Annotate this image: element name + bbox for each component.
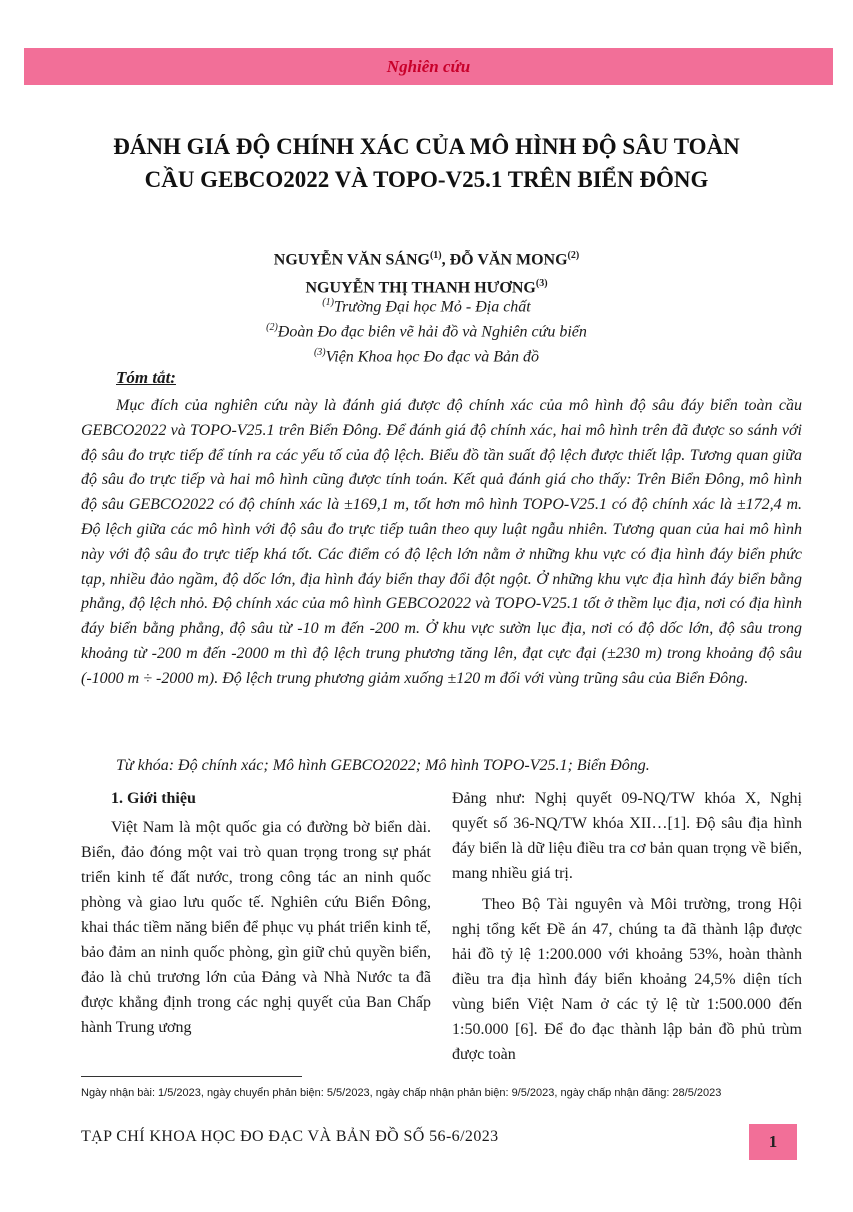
affiliation xyxy=(40,317,813,343)
affiliation-text: Đoàn Đo đạc biên vẽ hải đồ và Nghiên cứu biển xyxy=(277,323,587,341)
journal-footer: TẠP CHÍ KHOA HỌC ĐO ĐẠC VÀ BẢN ĐỒ SỐ 56-6/2023 xyxy=(81,1128,499,1145)
affiliation-mark: (3) xyxy=(313,347,326,358)
author-line-1 xyxy=(40,244,813,272)
body-paragraph: Đảng như: Nghị quyết 09-NQ/TW khóa X, Nghị quyết số 36-NQ/TW khóa XII…[1]. Độ sâu địa hình đáy biển là dữ liệu điều tra cơ bản quan trọng về biển, mang nhiều giá trị. xyxy=(452,790,802,882)
footnote-divider xyxy=(81,1076,302,1077)
keywords: Từ khóa: Độ chính xác; Mô hình GEBCO2022; Mô hình TOPO-V25.1; Biển Đông. xyxy=(116,757,650,774)
article-title xyxy=(40,130,813,196)
body-paragraph: Theo Bộ Tài nguyên và Môi trường, trong Hội nghị tổng kết Đề án 47, chúng ta đã thành lập được hải đồ tỷ lệ 1:200.000 với khoảng 53%, hoàn thành điều tra địa hình đáy biển khoảng 24,5% diện tích vùng biển Việt Nam ở các tỷ lệ từ 1:500.000 đến 1:50.000 [6]. Để đo đạc thành lập bản đồ phủ trùm được toàn xyxy=(452,896,802,1063)
author-mark: (1) xyxy=(429,250,442,261)
author-separator: , xyxy=(441,251,450,269)
section-title: 1. Giới thiệu xyxy=(111,790,196,807)
author-name: ĐỖ VĂN MONG xyxy=(449,251,568,269)
title-line-1: ĐÁNH GIÁ ĐỘ CHÍNH XÁC CỦA MÔ HÌNH ĐỘ SÂU TOÀN xyxy=(113,134,740,159)
author-name: NGUYỄN VĂN SÁNG xyxy=(273,251,430,269)
page-number: 1 xyxy=(768,1132,778,1151)
affiliation-text: Viện Khoa học Đo đạc và Bản đồ xyxy=(325,348,540,366)
page-number-box xyxy=(749,1124,797,1160)
author-mark: (2) xyxy=(567,250,580,261)
section-banner xyxy=(24,48,833,85)
author-name: NGUYỄN THỊ THANH HƯƠNG xyxy=(305,279,536,297)
left-column xyxy=(81,786,431,1040)
author-mark: (3) xyxy=(535,278,548,290)
section-label: Nghiên cứu xyxy=(386,56,471,76)
right-column xyxy=(452,786,802,1067)
affiliation xyxy=(40,292,813,318)
affiliation-text: Trường Đại học Mỏ - Địa chất xyxy=(333,298,531,316)
footnote: Ngày nhận bài: 1/5/2023, ngày chuyển phản biện: 5/5/2023, ngày chấp nhận phản biện: 9/5/2023, ngày chấp nhận đăng: 28/5/2023 xyxy=(81,1087,722,1099)
affiliation-mark: (1) xyxy=(322,297,334,308)
abstract-text: Mục đích của nghiên cứu này là đánh giá được độ chính xác của mô hình độ sâu đáy biển toàn cầu GEBCO2022 và TOPO-V25.1 trên Biển Đông. Để đánh giá độ chính xác, hai mô hình trên đã được so sánh với độ sâu đo trực tiếp để tính ra các yếu tố của độ lệch. Biểu đồ tần suất độ lệch được thiết lập. Tương quan giữa độ sâu đo trực tiếp và hai mô hình cũng được tính toán. Kết quả đánh giá cho thấy: Trên Biển Đông, mô hình độ sâu GEBCO2022 có độ chính xác là ±169,1 m, tốt hơn mô hình TOPO-V25.1 có độ chính xác là ±172,4 m. Độ lệch giữa các mô hình với độ sâu đo trực tiếp tuân theo quy luật ngẫu nhiên. Tương quan của hai mô hình này với độ sâu đo trực tiếp khá tốt. Các điểm có độ lệch lớn nằm ở những khu vực có địa hình đáy biển phức tạp, nhiều đảo ngầm, độ dốc lớn, địa hình đáy biển thay đổi đột ngột. Ở những khu vực địa hình đáy biển bằng phẳng, độ lệch nhỏ. Độ chính xác của mô hình GEBCO2022 và TOPO-V25.1 tốt ở thềm lục địa, nơi có địa hình đáy biển bằng phẳng, độ sâu từ -10 m đến -200 m. Ở khu vực sườn lục địa, nơi có độ dốc lớn, độ sâu trong khoảng từ -200 m đến -2000 m thì độ lệch trung phương tăng lên, đạt cực đại (±230 m) trong khoảng độ sâu (-1000 m ÷ -2000 m). Độ lệch trung phương giảm xuống ±120 m đối với vùng trũng sâu của Biển Đông. xyxy=(81,397,802,687)
abstract-heading: Tóm tắt: xyxy=(116,368,176,387)
affiliation xyxy=(40,342,813,368)
body-paragraph: Việt Nam là một quốc gia có đường bờ biển dài. Biển, đảo đóng một vai trò quan trọng trong sự phát triển kinh tế đất nước, trong công tác an ninh quốc phòng và giao lưu quốc tế. Nghiên cứu Biển Đông, khai thác tiềm năng biển để phục vụ phát triển kinh tế, bảo đảm an ninh quốc phòng, gìn giữ chủ quyền biển, đảo là chủ trương lớn của Đảng và Nhà Nước ta đã được khẳng định trong các nghị quyết của Ban Chấp hành Trung ương xyxy=(81,819,431,1036)
affiliation-mark: (2) xyxy=(266,322,278,333)
title-line-2: CẦU GEBCO2022 VÀ TOPO-V25.1 TRÊN BIỂN ĐÔNG xyxy=(144,167,709,192)
